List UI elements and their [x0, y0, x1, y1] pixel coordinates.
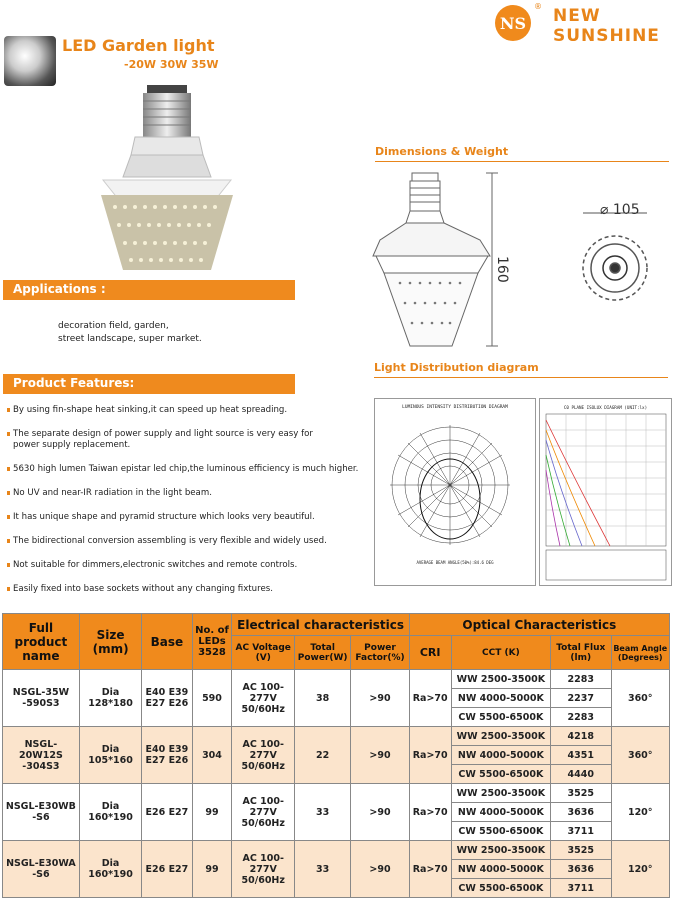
cell-ac: AC 100-277V 50/60Hz	[232, 841, 294, 898]
spec-table-body	[3, 670, 670, 898]
cell-cct: WW 2500-3500K	[451, 670, 550, 689]
cell-flux: 2283	[551, 708, 611, 727]
applications-line: street landscape, super market.	[58, 334, 202, 344]
page-title: LED Garden light	[62, 36, 215, 55]
divider	[375, 161, 669, 162]
product-thumbnail	[4, 36, 56, 86]
cell-flux: 2283	[551, 670, 611, 689]
header-power: Total Power(W)	[294, 636, 350, 670]
header-optical: Optical Characteristics	[409, 614, 669, 636]
bullet-icon	[7, 515, 10, 519]
header-name: Full product name	[3, 614, 80, 670]
polar-footer: AVERAGE BEAM ANGLE(50%):84.6 DEG	[416, 560, 494, 565]
header-electrical: Electrical characteristics	[232, 614, 409, 636]
table-row	[3, 670, 670, 689]
product-image	[85, 85, 255, 270]
cell-power: 33	[294, 841, 350, 898]
diameter-label: ⌀ 105	[600, 202, 640, 218]
cell-cct: NW 4000-5000K	[451, 689, 550, 708]
bullet-icon	[7, 563, 10, 567]
cell-flux: 2237	[551, 689, 611, 708]
cell-cct: WW 2500-3500K	[451, 841, 550, 860]
distribution-heading: Light Distribution diagram	[374, 361, 539, 374]
divider	[374, 377, 668, 378]
header-cct: CCT (K)	[451, 636, 550, 670]
cell-base: E40 E39 E27 E26	[142, 670, 192, 727]
header-size: Size (mm)	[79, 614, 141, 670]
cell-name: NSGL-20W12S -304S3	[3, 727, 80, 784]
cell-ac: AC 100-277V 50/60Hz	[232, 670, 294, 727]
header-ac: AC Voltage (V)	[232, 636, 294, 670]
header-base: Base	[142, 614, 192, 670]
cell-flux: 3525	[551, 784, 611, 803]
bullet-icon	[7, 587, 10, 591]
cell-base: E26 E27	[142, 841, 192, 898]
feature-item: 5630 high lumen Taiwan epistar led chip,the luminous efficiency is much higher.	[7, 464, 367, 475]
feature-item: The separate design of power supply and light source is very easy for power supply replacement.	[7, 429, 323, 451]
bullet-icon	[7, 432, 10, 436]
bullet-icon	[7, 467, 10, 471]
cell-size: Dia 160*190	[79, 784, 141, 841]
cell-cri: Ra>70	[409, 784, 451, 841]
cell-cri: Ra>70	[409, 841, 451, 898]
cell-cri: Ra>70	[409, 670, 451, 727]
polar-title: LUMINOUS INTENSITY DISTRIBUTION DIAGRAM	[402, 405, 508, 410]
bullet-icon	[7, 408, 10, 412]
page-subtitle: -20W 30W 35W	[124, 58, 219, 71]
cell-size: Dia 105*160	[79, 727, 141, 784]
cell-beam: 120°	[611, 841, 670, 898]
cell-beam: 360°	[611, 670, 670, 727]
cell-ac: AC 100-277V 50/60Hz	[232, 727, 294, 784]
cell-cct: CW 5500-6500K	[451, 879, 550, 898]
polar-chart	[375, 410, 533, 560]
features-list	[7, 405, 367, 595]
cell-pf: >90	[351, 841, 409, 898]
cell-cri: Ra>70	[409, 727, 451, 784]
feature-item: It has unique shape and pyramid structure which looks very beautiful.	[7, 512, 367, 523]
cell-cct: CW 5500-6500K	[451, 708, 550, 727]
cell-leds: 99	[192, 784, 232, 841]
isolux-chart	[540, 410, 670, 582]
cell-base: E40 E39 E27 E26	[142, 727, 192, 784]
header-cri: CRI	[409, 636, 451, 670]
brand-logo-icon: NS	[495, 5, 531, 41]
applications-heading: Applications :	[3, 280, 295, 300]
spec-table	[2, 613, 670, 898]
cell-flux: 4218	[551, 727, 611, 746]
cell-pf: >90	[351, 727, 409, 784]
cell-cct: WW 2500-3500K	[451, 727, 550, 746]
cell-ac: AC 100-277V 50/60Hz	[232, 784, 294, 841]
cell-pf: >90	[351, 784, 409, 841]
table-row	[3, 841, 670, 860]
polar-diagram	[374, 398, 536, 586]
cell-flux: 3711	[551, 879, 611, 898]
header-leds: No. of LEDs 3528	[192, 614, 232, 670]
cell-cct: CW 5500-6500K	[451, 765, 550, 784]
cell-cct: NW 4000-5000K	[451, 803, 550, 822]
cell-cct: NW 4000-5000K	[451, 860, 550, 879]
cell-name: NSGL-35W -590S3	[3, 670, 80, 727]
bullet-icon	[7, 539, 10, 543]
brand-name-line1: NEW	[553, 6, 601, 26]
cell-flux: 4440	[551, 765, 611, 784]
cell-power: 33	[294, 784, 350, 841]
cell-name: NSGL-E30WA -S6	[3, 841, 80, 898]
cell-flux: 4351	[551, 746, 611, 765]
header-beam: Beam Angle (Degrees)	[611, 636, 670, 670]
feature-item: By using fin-shape heat sinking,it can speed up heat spreading.	[7, 405, 367, 416]
isolux-title: C0 PLANE ISOLUX DIAGRAM (UNIT:lx)	[563, 405, 648, 410]
feature-item: Not suitable for dimmers,electronic switches and remote controls.	[7, 560, 367, 571]
cell-flux: 3636	[551, 803, 611, 822]
brand-name-line2: SUNSHINE	[553, 26, 660, 46]
cell-flux: 3636	[551, 860, 611, 879]
cell-power: 22	[294, 727, 350, 784]
cell-beam: 360°	[611, 727, 670, 784]
isolux-diagram	[539, 398, 672, 586]
cell-leds: 99	[192, 841, 232, 898]
height-value: 160	[494, 256, 510, 283]
cell-base: E26 E27	[142, 784, 192, 841]
applications-line: decoration field, garden,	[58, 321, 169, 331]
dimensions-heading: Dimensions & Weight	[375, 145, 509, 158]
cell-size: Dia 160*190	[79, 841, 141, 898]
feature-item: Easily fixed into base sockets without any changing fixtures.	[7, 584, 367, 595]
cell-name: NSGL-E30WB -S6	[3, 784, 80, 841]
feature-item: The bidirectional conversion assembling is very flexible and widely used.	[7, 536, 367, 547]
cell-cct: WW 2500-3500K	[451, 784, 550, 803]
cell-power: 38	[294, 670, 350, 727]
features-heading: Product Features:	[3, 374, 295, 394]
cell-size: Dia 128*180	[79, 670, 141, 727]
bullet-icon	[7, 491, 10, 495]
header-flux: Total Flux (lm)	[551, 636, 611, 670]
dimension-drawing	[370, 168, 670, 353]
cell-flux: 3525	[551, 841, 611, 860]
table-row	[3, 727, 670, 746]
applications-text	[58, 320, 278, 346]
cell-cct: CW 5500-6500K	[451, 822, 550, 841]
cell-cct: NW 4000-5000K	[451, 746, 550, 765]
table-row	[3, 784, 670, 803]
feature-item: No UV and near-IR radiation in the light beam.	[7, 488, 367, 499]
registered-mark: ®	[534, 2, 542, 11]
cell-leds: 590	[192, 670, 232, 727]
header-pf: Power Factor(%)	[351, 636, 409, 670]
cell-pf: >90	[351, 670, 409, 727]
cell-flux: 3711	[551, 822, 611, 841]
cell-beam: 120°	[611, 784, 670, 841]
cell-leds: 304	[192, 727, 232, 784]
